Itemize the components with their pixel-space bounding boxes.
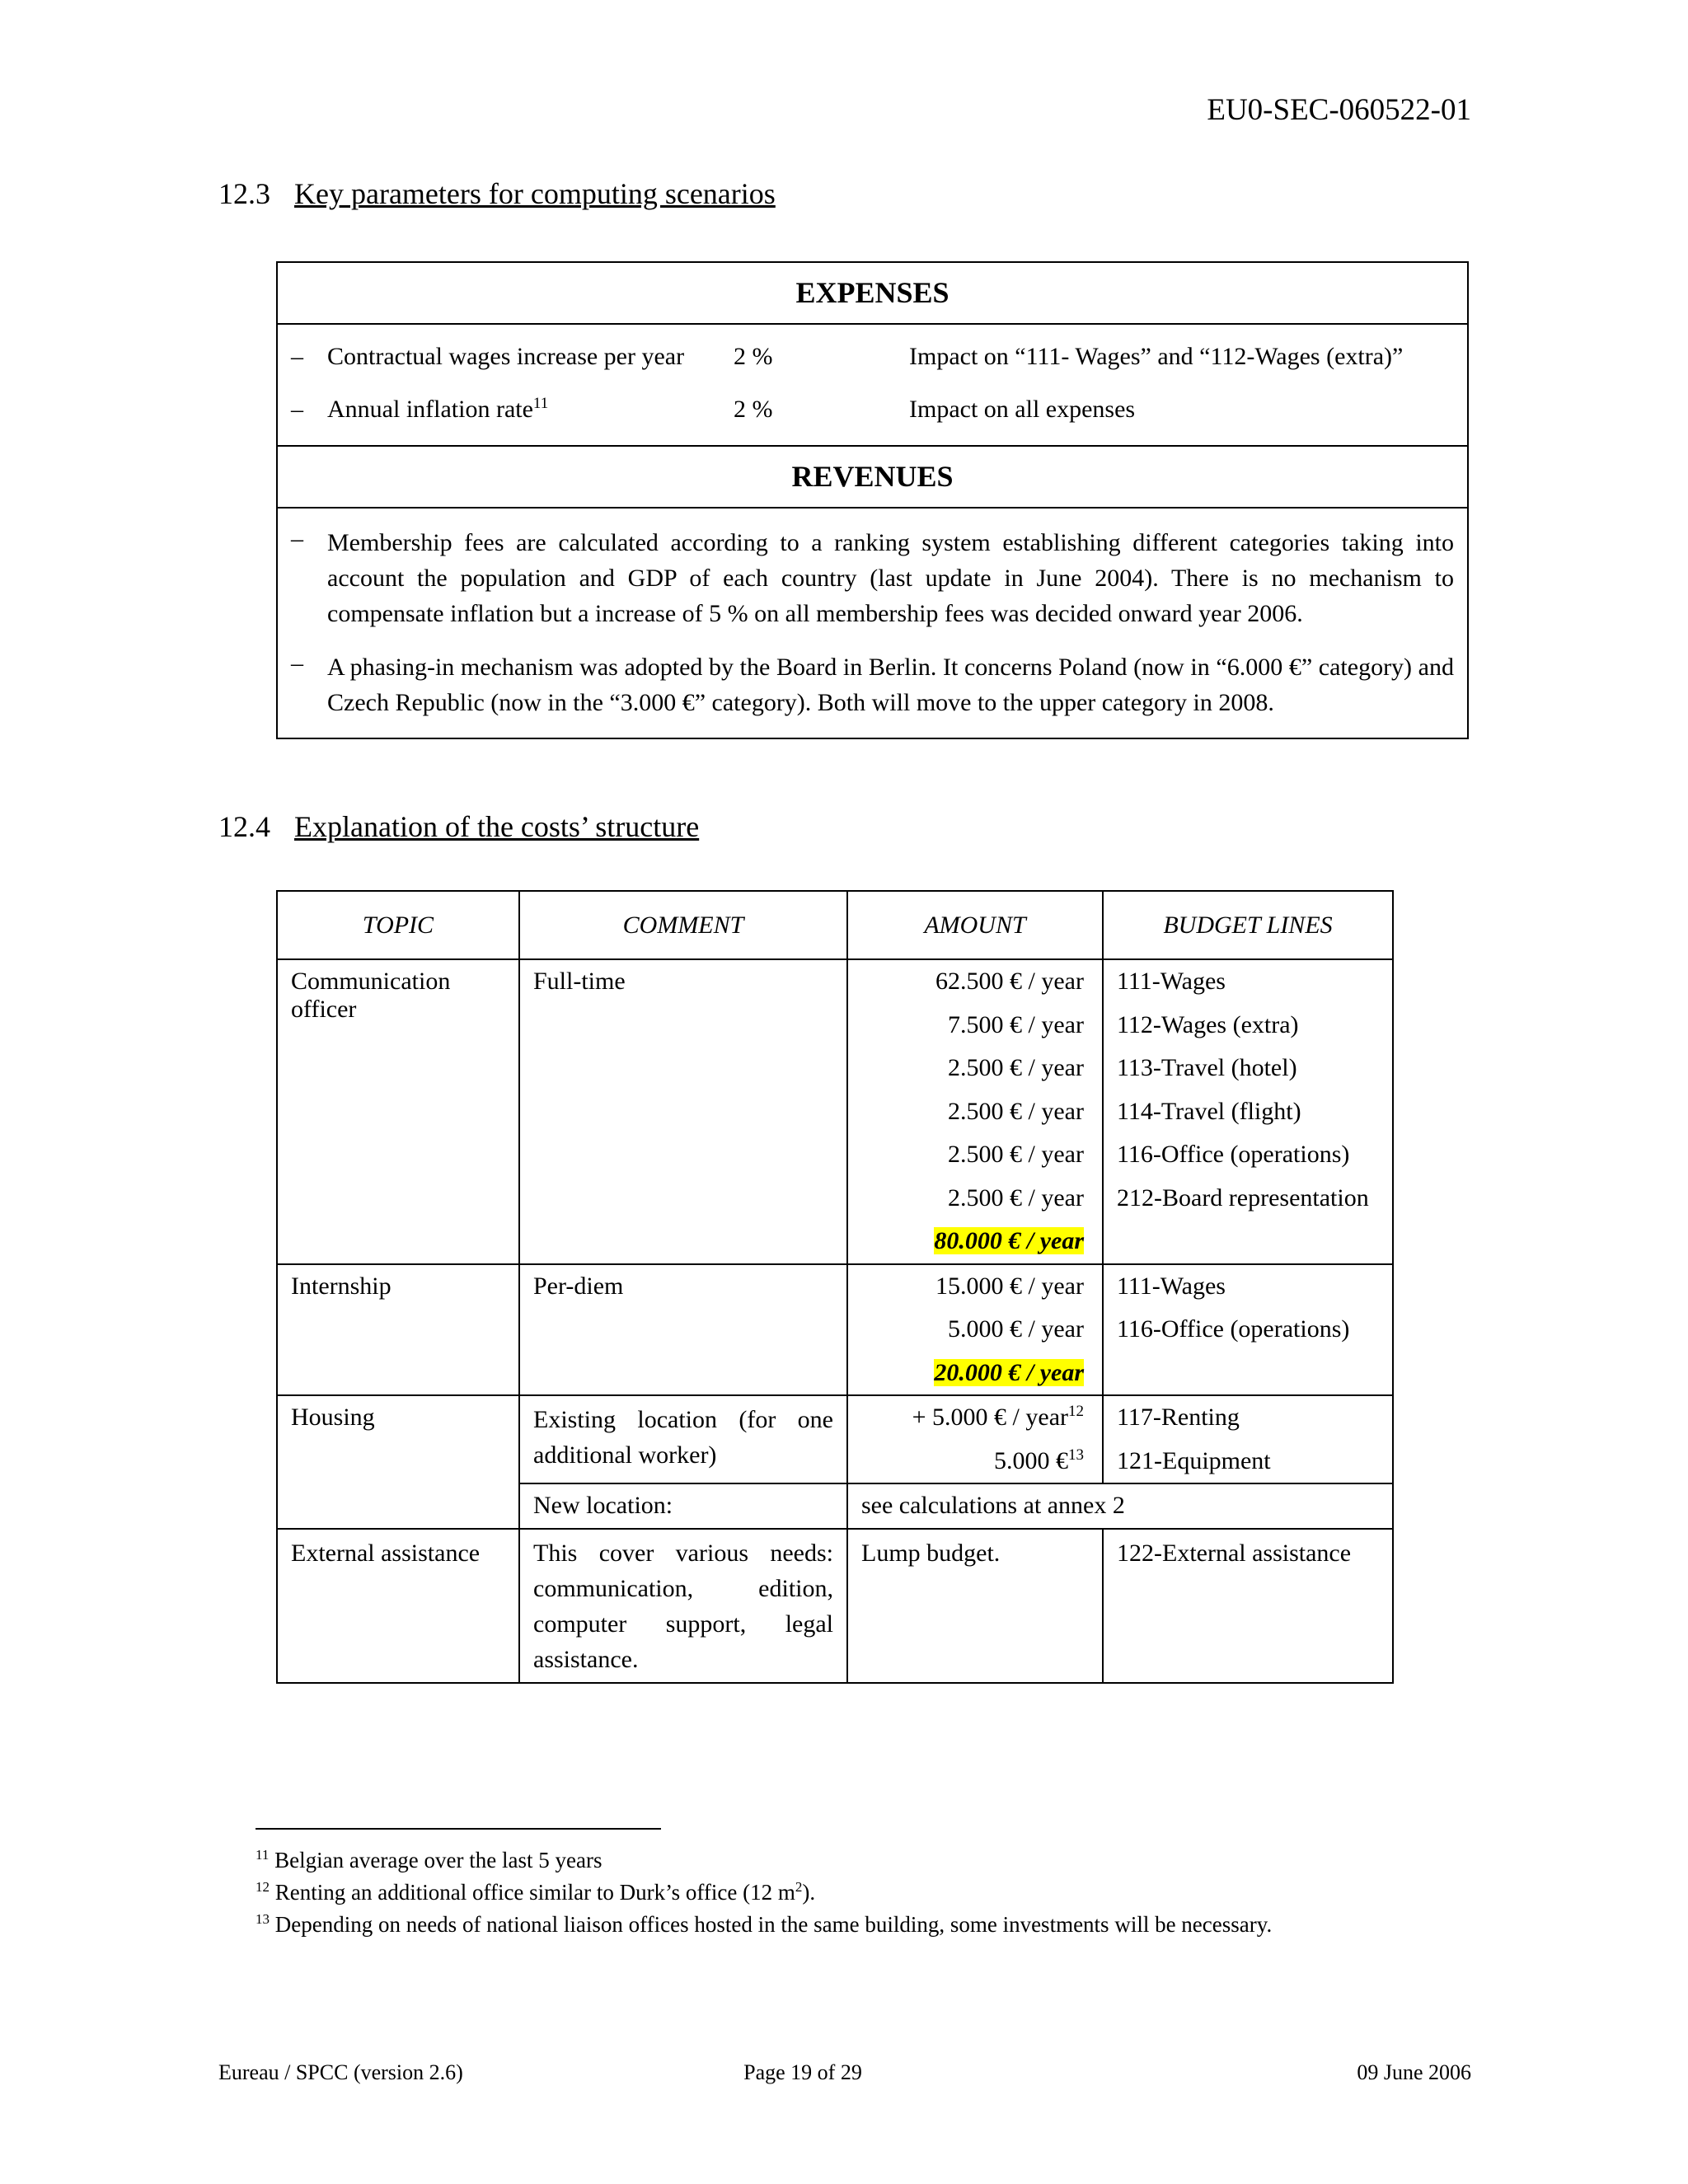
- footnote: $^{12}$ Renting an additional office similar to Durk’s office (12 $m^2$).: [256, 1879, 816, 1905]
- expense-row: [278, 396, 1467, 429]
- key-parameters-box: [276, 261, 1469, 739]
- comment-cell: Full-time: [519, 959, 847, 1264]
- dash-bullet: –: [291, 525, 303, 552]
- dash-bullet: –: [291, 649, 303, 677]
- topic-cell: Internship: [277, 1264, 519, 1396]
- expenses-list: [278, 325, 1467, 447]
- revenues-heading: REVENUES: [278, 447, 1467, 509]
- expense-label: Contractual wages increase per year: [327, 343, 685, 370]
- amount-cell: + 5.000 € / year$^{12}$ 5.000 €$^{13}$: [847, 1395, 1103, 1483]
- amount-cell: Lump budget.: [847, 1529, 1103, 1683]
- page-number: Page 19 of 29: [743, 2060, 862, 2084]
- topic-cell: External assistance: [277, 1529, 519, 1683]
- section-title: Key parameters for computing scenarios: [294, 177, 776, 210]
- comment-cell: New location:: [519, 1483, 847, 1529]
- footnote-ref: 11: [532, 395, 549, 412]
- header-topic: TOPIC: [277, 891, 519, 959]
- footer-left: Eureau / SPCC (version 2.6): [218, 2060, 463, 2084]
- footnote-ref: 12: [1068, 1403, 1084, 1420]
- topic-cell: Housing: [277, 1395, 519, 1529]
- section-heading-costs-structure: [218, 809, 699, 844]
- expense-label: Annual inflation rate$^{11}$: [327, 395, 549, 423]
- budget-lines-cell: 122-External assistance: [1103, 1529, 1393, 1683]
- expense-row: [278, 343, 1467, 376]
- amount-cell: 62.500 € / year 7.500 € / year 2.500 € / year 2.500 € / year 2.500 € / year 2.500 € / year 80.000 € / year: [847, 959, 1103, 1264]
- table-row: [277, 1529, 1393, 1683]
- dash-bullet: –: [291, 396, 303, 423]
- dash-bullet: –: [291, 343, 303, 370]
- section-number: 12.3: [218, 177, 270, 210]
- table-row: [277, 1264, 1393, 1396]
- footnote: $^{11}$ Belgian average over the last 5 years: [256, 1847, 603, 1872]
- section-number: 12.4: [218, 810, 270, 843]
- table-row: [277, 959, 1393, 1264]
- header-budget-lines: BUDGET LINES: [1103, 891, 1393, 959]
- topic-cell: Communication officer: [277, 959, 519, 1264]
- budget-lines-cell: 111-Wages 116-Office (operations): [1103, 1264, 1393, 1396]
- footnote: $^{13}$ Depending on needs of national liaison offices hosted in the same building, some investments will be necessary.: [256, 1911, 1273, 1937]
- highlighted-total: 20.000 € / year: [934, 1358, 1084, 1386]
- budget-lines-cell: 117-Renting 121-Equipment: [1103, 1395, 1393, 1483]
- expense-impact: Impact on all expenses: [909, 396, 1136, 423]
- amount-cell: 15.000 € / year 5.000 € / year 20.000 € / year: [847, 1264, 1103, 1396]
- costs-table: [276, 890, 1394, 1684]
- header-comment: COMMENT: [519, 891, 847, 959]
- comment-cell: This cover various needs: communication, edition, computer support, legal assistance.: [519, 1529, 847, 1683]
- table-header-row: [277, 891, 1393, 959]
- comment-cell: Per-diem: [519, 1264, 847, 1396]
- budget-lines-cell: 111-Wages 112-Wages (extra) 113-Travel (hotel) 114-Travel (flight) 116-Office (operations) 212-Board representation: [1103, 959, 1393, 1264]
- footnote-ref: 13: [1068, 1446, 1084, 1464]
- section-title: Explanation of the costs’ structure: [294, 810, 700, 843]
- footnote-separator: [256, 1828, 661, 1830]
- highlighted-total: 80.000 € / year: [934, 1227, 1084, 1254]
- expense-value: 2 %: [734, 396, 773, 423]
- table-row: [277, 1395, 1393, 1483]
- revenue-paragraph: Membership fees are calculated according to a ranking system establishing different categories taking into account the population and GDP of each country (last update in June 2004). There is no mechanism to compensate inflation but a increase of 5 % on all membership fees was decided onward year 2006.: [327, 529, 1454, 627]
- expense-value: 2 %: [734, 343, 773, 370]
- revenue-paragraph: A phasing-in mechanism was adopted by the Board in Berlin. It concerns Poland (now in “6.000 €” category) and Czech Republic (now in the “3.000 €” category). Both will move to the upper category in 2008.: [327, 654, 1454, 716]
- expense-impact: Impact on “111- Wages” and “112-Wages (extra)”: [909, 343, 1404, 370]
- comment-cell: Existing location (for one additional worker): [519, 1395, 847, 1483]
- footer-date: 09 June 2006: [1357, 2060, 1471, 2084]
- revenues-list: [278, 509, 1467, 738]
- header-amount: AMOUNT: [847, 891, 1103, 959]
- amount-cell: see calculations at annex 2: [847, 1483, 1393, 1529]
- section-heading-key-parameters: [218, 176, 776, 211]
- expenses-heading: EXPENSES: [278, 263, 1467, 325]
- document-id: EU0-SEC-060522-01: [1207, 93, 1471, 127]
